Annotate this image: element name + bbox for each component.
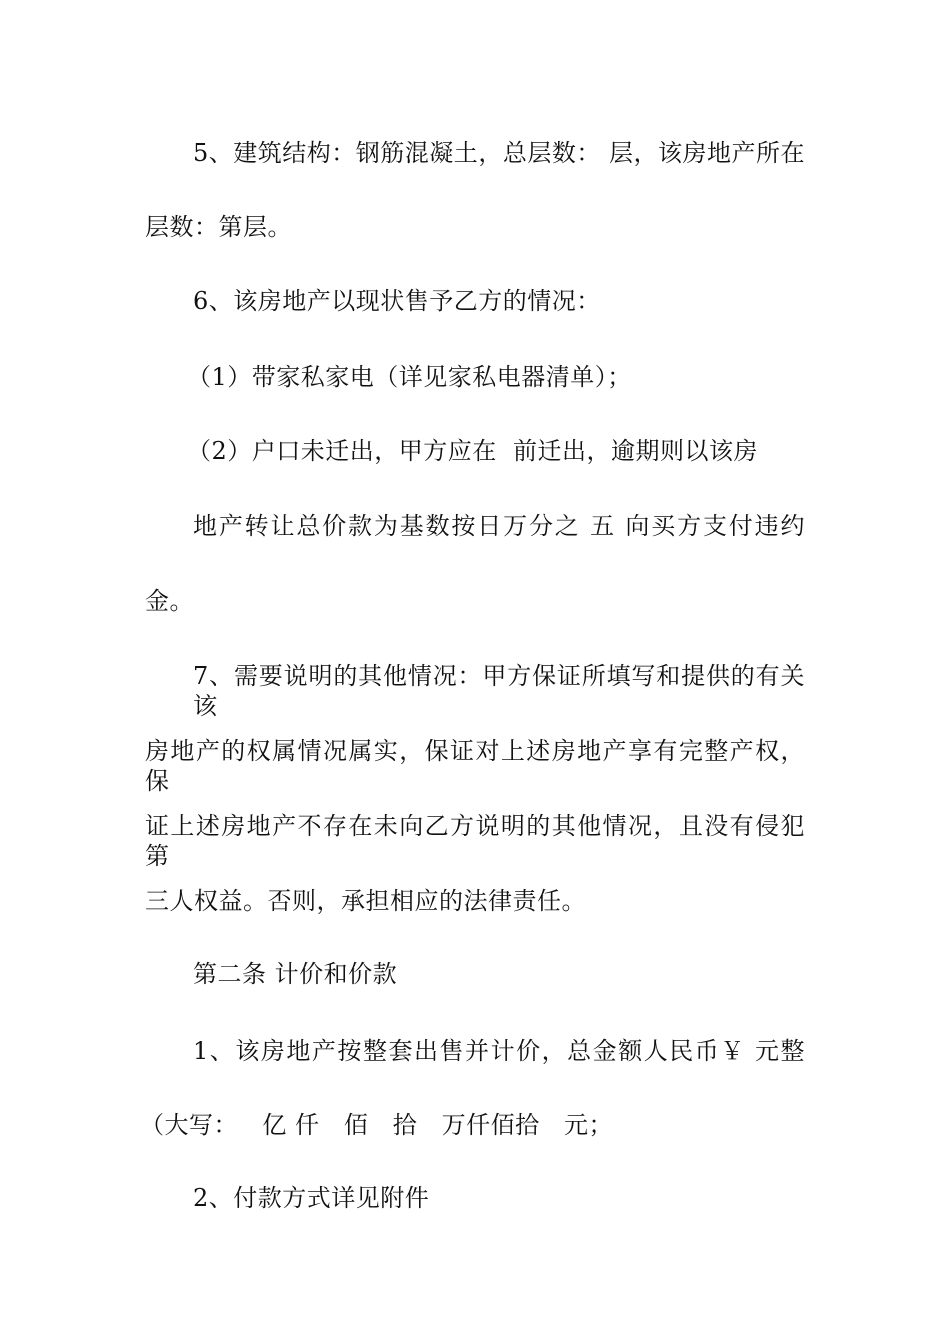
text-line-subitem-1: （1）带家私家电（详见家私电器清单）； bbox=[187, 363, 632, 391]
text-line-floor-number: 层数：第层。 bbox=[145, 213, 292, 241]
text-line-building-structure: 5、建筑结构：钢筋混凝土，总层数： 层，该房地产所在 bbox=[193, 139, 805, 167]
section-heading-article-2: 第二条 计价和价款 bbox=[193, 960, 398, 988]
text-line-item-7-cont-1: 房地产的权属情况属实，保证对上述房地产享有完整产权，保 bbox=[145, 737, 805, 795]
text-line-total-price: 1、该房地产按整套出售并计价，总金额人民币￥ 元整 bbox=[193, 1037, 805, 1065]
text-line-item-7-cont-3: 三人权益。否则，承担相应的法律责任。 bbox=[145, 887, 586, 915]
text-line-penalty: 地产转让总价款为基数按日万分之 五 向买方支付违约 bbox=[193, 512, 805, 540]
text-line-item-7: 7、需要说明的其他情况：甲方保证所填写和提供的有关该 bbox=[193, 662, 805, 720]
text-line-payment-method: 2、付款方式详见附件 bbox=[193, 1184, 430, 1212]
text-line-amount-in-words: （大写： 亿 仟 佰 拾 万仟佰拾 元； bbox=[140, 1111, 614, 1139]
text-line-item-6: 6、该房地产以现状售予乙方的情况： bbox=[193, 287, 601, 315]
text-line-subitem-2: （2）户口未迁出，甲方应在 前迁出，逾期则以该房 bbox=[187, 437, 759, 465]
text-line-penalty-end: 金。 bbox=[145, 587, 194, 615]
text-line-item-7-cont-2: 证上述房地产不存在未向乙方说明的其他情况，且没有侵犯第 bbox=[145, 812, 805, 870]
